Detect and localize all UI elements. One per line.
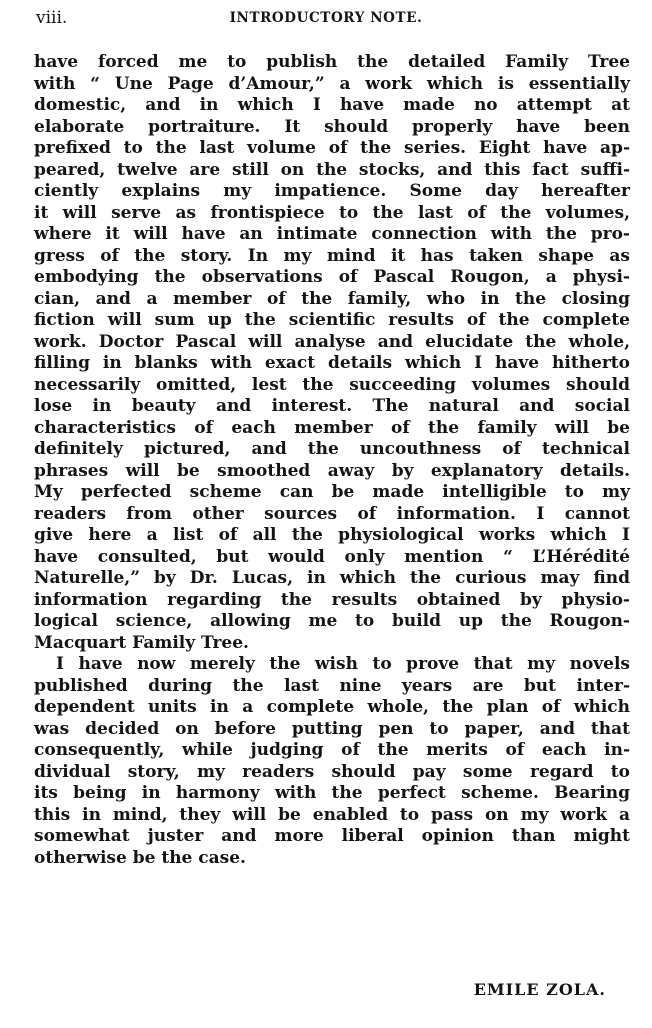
text-line: was decided on before putting pen to paper, and that xyxy=(34,718,630,739)
text-line: its being in harmony with the perfect scheme. Bearing xyxy=(34,783,630,803)
text-line: work. Doctor Pascal will analyse and elucidate the whole, xyxy=(34,331,630,352)
text-line: filling in blanks with exact details which I have hitherto xyxy=(34,353,630,373)
author-signature: EMILE ZOLA. xyxy=(473,980,606,999)
paragraph-2 xyxy=(34,654,630,869)
text-line: I have now merely the wish to prove that my novels xyxy=(56,654,630,674)
paragraph-1 xyxy=(34,52,630,654)
text-line: Naturelle,” by Dr. Lucas, in which the curious may find xyxy=(34,568,630,588)
text-line: information regarding the results obtained by physio- xyxy=(34,589,630,610)
text-line: lose in beauty and interest. The natural and social xyxy=(34,396,630,416)
text-line: consequently, while judging of the merits of each in- xyxy=(34,740,630,760)
page-number: viii. xyxy=(36,8,68,28)
text-line: Macquart Family Tree. xyxy=(34,632,249,653)
text-line: readers from other sources of information. I cannot xyxy=(34,503,630,524)
text-line: peared, twelve are still on the stocks, and this fact suffi- xyxy=(34,159,630,180)
text-line: dividual story, my readers should pay some regard to xyxy=(34,761,630,782)
text-line: logical science, allowing me to build up the Rougon- xyxy=(34,611,630,631)
text-line: somewhat juster and more liberal opinion than might xyxy=(34,826,630,846)
text-line: gress of the story. In my mind it has taken shape as xyxy=(34,245,630,266)
text-line: characteristics of each member of the family will be xyxy=(34,417,630,438)
text-line: cian, and a member of the family, who in the closing xyxy=(34,288,630,309)
text-line: otherwise be the case. xyxy=(34,847,246,868)
text-line: have forced me to publish the detailed Family Tree xyxy=(34,52,630,72)
text-line: where it will have an intimate connection with the pro- xyxy=(34,224,630,244)
text-line: dependent units in a complete whole, the plan of which xyxy=(34,697,630,717)
text-line: this in mind, they will be enabled to pass on my work a xyxy=(34,804,630,825)
text-line: prefixed to the last volume of the series. Eight have ap- xyxy=(34,138,630,158)
text-line: embodying the observations of Pascal Rougon, a physi- xyxy=(34,267,630,287)
body-text xyxy=(34,52,630,869)
running-head xyxy=(36,8,616,34)
text-line: ciently explains my impatience. Some day hereafter xyxy=(34,181,630,201)
text-line: it will serve as frontispiece to the last of the volumes, xyxy=(34,202,630,223)
text-line: fiction will sum up the scientific results of the complete xyxy=(34,310,630,330)
text-line: published during the last nine years are but inter- xyxy=(34,675,630,696)
text-line: give here a list of all the physiological works which I xyxy=(34,525,630,545)
text-line: elaborate portraiture. It should properly have been xyxy=(34,116,630,137)
text-line: My perfected scheme can be made intelligible to my xyxy=(34,482,630,502)
text-line: definitely pictured, and the uncouthness of technical xyxy=(34,439,630,459)
text-line: phrases will be smoothed away by explanatory details. xyxy=(34,460,630,481)
text-line: domestic, and in which I have made no attempt at xyxy=(34,95,630,115)
text-line: necessarily omitted, lest the succeeding volumes should xyxy=(34,374,630,395)
running-title: INTRODUCTORY NOTE. xyxy=(229,10,423,26)
text-line: have consulted, but would only mention “ L’Hérédité xyxy=(34,546,630,567)
text-line: with “ Une Page d’Amour,” a work which is essentially xyxy=(34,73,630,94)
